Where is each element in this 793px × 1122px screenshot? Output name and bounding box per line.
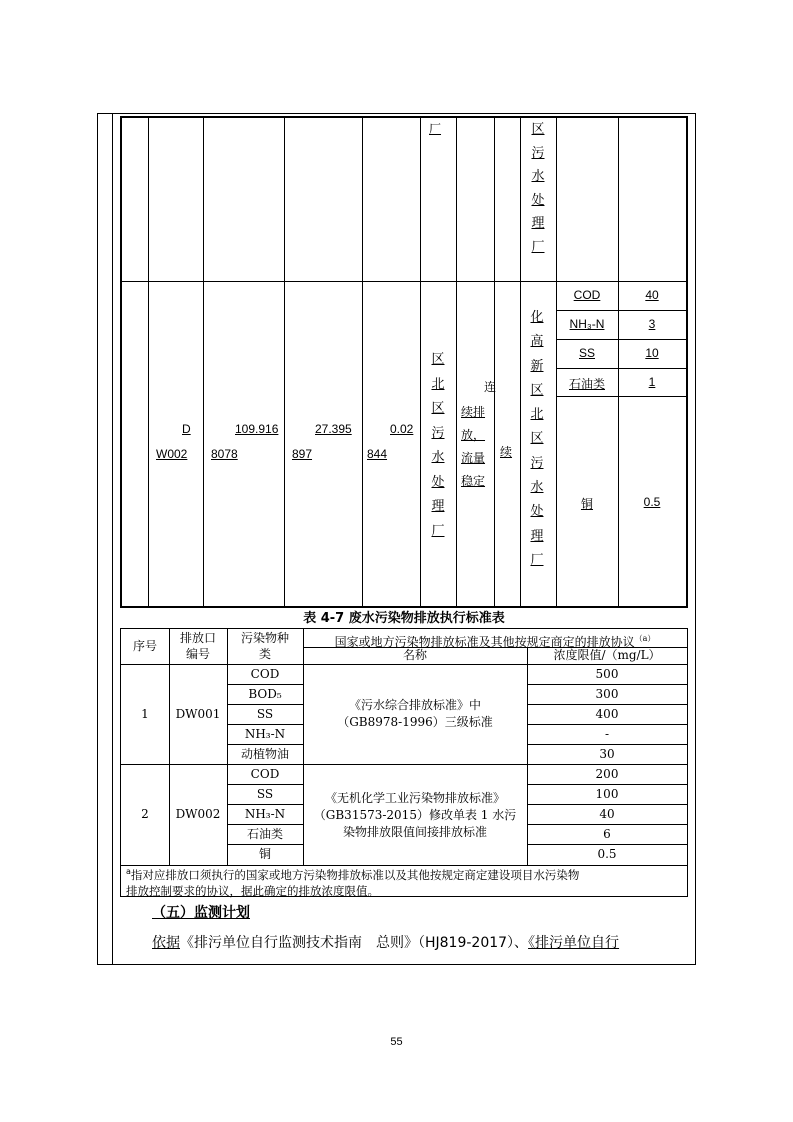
page-number: 55	[390, 1036, 403, 1048]
longitude-part2: 8078	[211, 447, 238, 461]
limit-cell: 200	[595, 767, 619, 781]
group2-seq: 2	[141, 807, 149, 821]
table-title: 表 4-7 废水污染物排放执行标准表	[303, 611, 505, 626]
limit-cell: 30	[599, 747, 615, 761]
limit-cell: 300	[595, 687, 619, 701]
limit-cell: -	[604, 727, 610, 741]
pollutant-cell: NH₃-N	[244, 807, 286, 821]
header-pollutant-1: 污染物种	[240, 631, 289, 645]
outlet-code-part2: W002	[156, 447, 188, 461]
discharge-mode: 续排 放， 流量 稳定	[461, 405, 486, 488]
header-outlet-1: 排放口	[179, 631, 216, 645]
pollutant-value: 40	[645, 288, 659, 302]
pollutant-cell: COD	[250, 667, 280, 681]
flow-part1: 0.02	[390, 422, 414, 436]
group2-outlet: DW002	[175, 807, 221, 821]
section-body: 依据《排污单位自行监测技术指南 总则》（HJ819-2017）、《排污单位自行	[152, 935, 620, 951]
pollutant-cell: BOD₅	[248, 687, 282, 701]
row1-destination-tail: 厂	[429, 122, 442, 136]
longitude-part1: 109.916	[235, 422, 279, 436]
pollutant-cell: SS	[256, 707, 274, 721]
limit-cell: 40	[599, 807, 615, 821]
limit-cell: 0.5	[597, 847, 617, 861]
group2-standard: 《无机化学工业污染物排放标准》 （GB31573-2015）修改单表 1 水污 染物排放限值间接排放标准	[313, 791, 517, 839]
outlet-info-table	[120, 116, 688, 608]
header-name: 名称	[402, 648, 427, 662]
destination-column: 区 北 区 污 水 处 理 厂	[431, 352, 445, 539]
pollutant-name: SS	[578, 346, 595, 360]
group1-seq: 1	[141, 707, 149, 721]
frame-inner-line	[112, 113, 113, 965]
pollutant-value: 3	[648, 317, 656, 331]
group1-standard: 《污水综合排放标准》中 （GB8978-1996）三级标准	[337, 698, 493, 729]
pollutant-name: 铜	[580, 497, 593, 511]
outlet-code-part1: D	[182, 422, 191, 436]
limit-cell: 6	[603, 827, 611, 841]
pollutant-cell: COD	[250, 767, 280, 781]
header-pollutant-2: 类	[258, 647, 271, 661]
header-limit: 浓度限值/（mg/L）	[553, 648, 661, 662]
table-footnote: $^a$指对应排放口须执行的国家或地方污染物排放标准以及其他按规定商定建设项目水污染物 排放控制要求的协议，据此确定的排放浓度限值。	[126, 867, 580, 898]
pollutant-name: NH₃-N	[569, 317, 605, 331]
header-standard: 国家或地方污染物排放标准及其他按规定商定的排放协议$^{(a)}$	[334, 634, 656, 649]
limit-cell: 500	[595, 667, 619, 681]
mode-char: 连	[484, 380, 497, 394]
pollutant-name: 石油类	[568, 377, 605, 391]
pollutant-name: COD	[573, 288, 601, 302]
header-seq: 序号	[132, 639, 157, 653]
pollutant-cell: 动植物油	[240, 747, 289, 761]
limit-cell: 400	[595, 707, 619, 721]
pollutant-cell: 铜	[258, 847, 271, 861]
pollutant-value: 0.5	[643, 495, 661, 509]
section-heading: （五）监测计划	[152, 905, 250, 921]
receiving-plant-column: 化 高 新 区 北 区 污 水 处 理 厂	[530, 310, 544, 568]
discharge-standard-table	[120, 628, 688, 897]
pollutant-cell: SS	[256, 787, 274, 801]
continuous-label: 续	[500, 445, 513, 459]
pollutant-cell: NH₃-N	[244, 727, 286, 741]
pollutant-value: 1	[648, 375, 656, 389]
limit-cell: 100	[595, 787, 619, 801]
pollutant-cell: 石油类	[246, 827, 283, 841]
flow-part2: 844	[367, 447, 388, 461]
group1-outlet: DW001	[175, 707, 221, 721]
row1-receiving-tail: 区 污 水 处 理 厂	[531, 122, 545, 255]
latitude-part2: 897	[292, 447, 313, 461]
latitude-part1: 27.395	[315, 422, 352, 436]
pollutant-value: 10	[645, 346, 659, 360]
header-outlet-2: 编号	[185, 647, 210, 661]
